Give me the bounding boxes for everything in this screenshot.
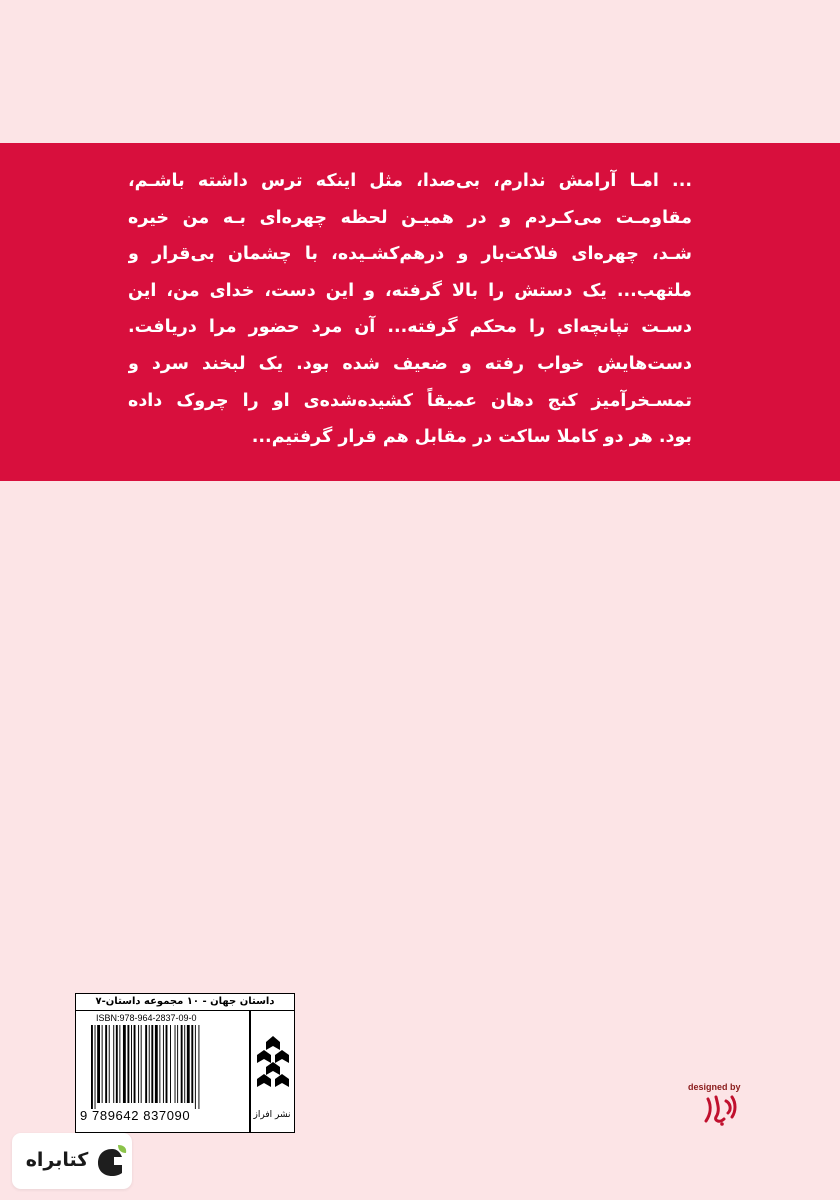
designer-signature-logo	[702, 1093, 740, 1127]
isbn-text: ISBN:978-964-2837-09-0	[96, 1013, 197, 1023]
blurb-line: دست‌هایش خواب رفته و ضعیف شده بود. یک لبخند سرد و	[128, 353, 692, 374]
barcode-bar	[149, 1025, 150, 1103]
ketabrah-logo-icon	[96, 1143, 128, 1179]
publisher-name: نشر افراز	[253, 1110, 291, 1120]
barcode-bar	[102, 1025, 103, 1103]
barcode-bar	[181, 1025, 183, 1103]
designer-credit	[688, 1082, 752, 1128]
barcode-bar	[163, 1025, 164, 1103]
barcode-digits: 9 789642 837090	[80, 1108, 191, 1123]
series-label: داستان جهان - ۱۰ مجموعه داستان-۷	[76, 994, 294, 1011]
blurb-line: ... امـا آرامش ندارم، بی‌صدا، مثل اینکه ترس داشته باشـم،	[128, 171, 692, 191]
blurb-line: ملتهب... یک دستش را بالا گرفته، و این دست، خدای من، این	[128, 280, 692, 301]
barcode-bar	[151, 1025, 153, 1103]
blurb-line: شـد، چهره‌ای فلاکت‌بار و درهم‌کشـیده، با چشمان بی‌قرار و	[128, 244, 692, 265]
barcode-bar	[119, 1025, 120, 1103]
barcode-bar	[175, 1025, 176, 1103]
publisher-logo-icon	[254, 1034, 292, 1096]
barcode-bar	[97, 1025, 100, 1103]
barcode-bar	[155, 1025, 158, 1103]
blurb-line: مقاومـت می‌کـردم و در همیـن لحظه چهره‌ای بـه من خیره	[128, 207, 692, 228]
barcode-bar	[109, 1025, 110, 1103]
barcode-bar	[123, 1025, 126, 1103]
barcode-bar	[177, 1025, 178, 1103]
barcode-bar	[105, 1025, 107, 1103]
back-cover-blurb	[128, 163, 692, 456]
barcode-bar	[184, 1025, 185, 1103]
barcode-bar	[159, 1025, 160, 1103]
barcode-bar	[195, 1025, 196, 1109]
ketabrah-name: کتابراه	[25, 1149, 89, 1171]
barcode-bar	[187, 1025, 190, 1103]
barcode-bar	[131, 1025, 132, 1103]
blurb-line: دسـت تپانچه‌ای را محکم گرفته... آن مرد حضور مرا دریافت.	[128, 317, 692, 338]
barcode-bars	[90, 1025, 240, 1109]
barcode-bar	[141, 1025, 142, 1103]
barcode-bar	[113, 1025, 114, 1103]
barcode-bar	[138, 1025, 139, 1103]
barcode-bar	[134, 1025, 136, 1103]
blurb-line: تمسـخرآمیز کنج دهان عمیقاً کشیده‌شده‌ی او را چروک داده	[128, 390, 692, 411]
barcode-bar	[170, 1025, 171, 1103]
designer-label: designed by	[688, 1082, 741, 1092]
barcode-bar	[166, 1025, 168, 1103]
barcode-bar	[198, 1025, 199, 1109]
barcode-bar	[116, 1025, 118, 1103]
barcode-box	[75, 993, 295, 1133]
barcode-bar	[91, 1025, 93, 1109]
barcode-bar	[95, 1025, 96, 1109]
ketabrah-badge[interactable]	[12, 1133, 132, 1189]
barcode-bar	[191, 1025, 193, 1103]
barcode-bar	[145, 1025, 147, 1103]
barcode-bar	[127, 1025, 129, 1103]
blurb-line: بود. هر دو کاملا ساکت در مقابل هم قرار گرفتیم...	[251, 427, 692, 448]
